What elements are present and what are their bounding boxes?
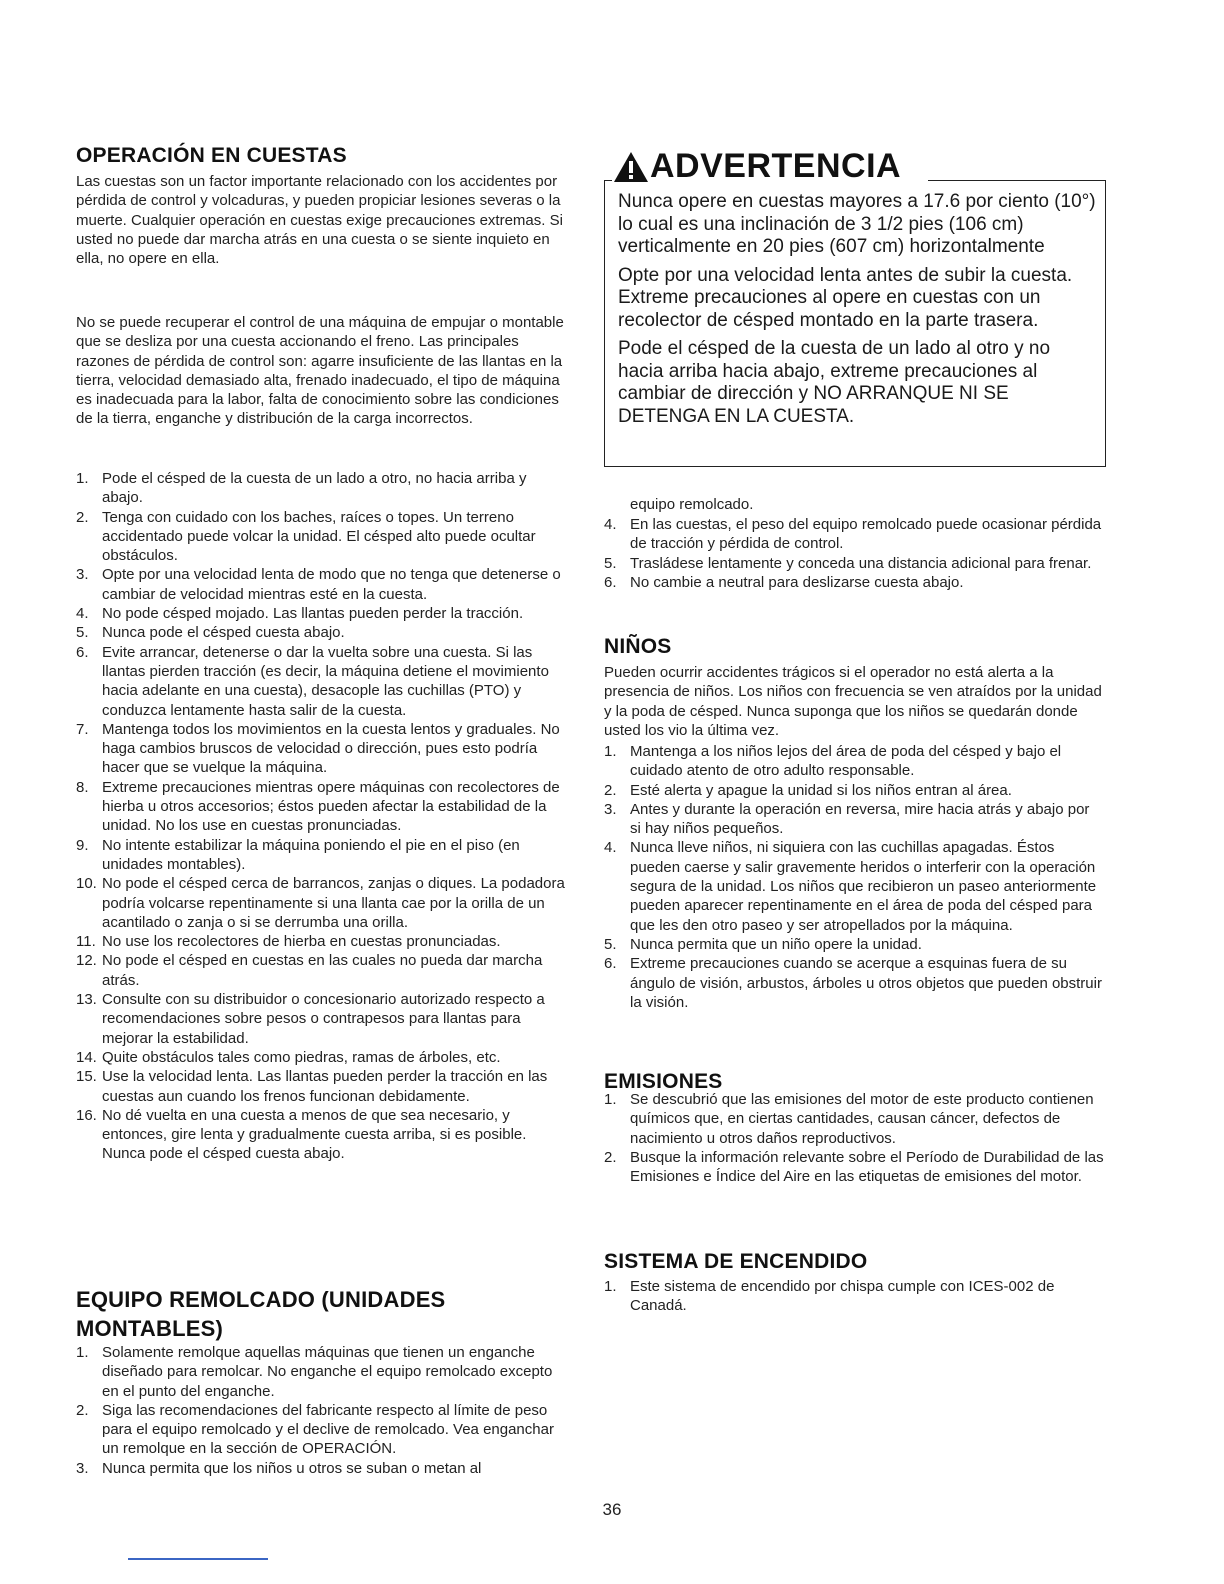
list-item-number: 10. bbox=[76, 875, 97, 893]
list-item bbox=[604, 935, 1104, 954]
list-item bbox=[76, 565, 570, 604]
list-item-text: Evite arrancar, detenerse o dar la vuelta sobre una cuesta. Si las llantas pierden tracción (es decir, la máquina detiene el movimiento hacia adelante en una cuesta), desacople las cuchillas (PTO) y conduzca lentamente hasta salir de la cuesta. bbox=[102, 643, 549, 719]
encendido-list bbox=[604, 1277, 1104, 1316]
list-item-number: 12. bbox=[76, 952, 97, 970]
list-item bbox=[76, 1343, 570, 1401]
list-item bbox=[604, 954, 1104, 1012]
list-item bbox=[604, 554, 1104, 573]
list-item bbox=[76, 508, 570, 566]
operacion-list bbox=[76, 469, 570, 1164]
list-item-number: 16. bbox=[76, 1106, 97, 1124]
list-item bbox=[76, 623, 570, 642]
list-item-number: 15. bbox=[76, 1068, 97, 1086]
list-item bbox=[604, 1277, 1104, 1316]
list-item bbox=[76, 604, 570, 623]
list-item bbox=[76, 643, 570, 720]
list-item-text: Extreme precauciones mientras opere máquinas con recolectores de hierba u otros accesorios; éstos pueden afectar la estabilidad de la unidad. No los use en cuestas pronunciadas. bbox=[102, 778, 560, 835]
list-item-number: 2. bbox=[604, 781, 617, 799]
list-item bbox=[604, 515, 1104, 554]
list-item bbox=[604, 742, 1104, 781]
warning-paragraph-1: Nunca opere en cuestas mayores a 17.6 por ciento (10°) lo cual es una inclinación de 3 1/2 pies (106 cm) verticalmente en 20 pies (607 cm) horizontalmente bbox=[618, 191, 1096, 257]
list-item-text: Nunca permita que un niño opere la unidad. bbox=[630, 935, 922, 953]
equipo-continued-lead: equipo remolcado. bbox=[630, 496, 754, 513]
list-item-number: 1. bbox=[76, 470, 89, 487]
list-item-text: No dé vuelta en una cuesta a menos de que sea necesario, y entonces, gire lenta y gradualmente cuesta arriba, si es posible. Nunca pode el césped cuesta abajo. bbox=[102, 1106, 527, 1163]
list-item-text: No pode el césped en cuestas en las cuales no pueda dar marcha atrás. bbox=[102, 952, 543, 989]
warning-paragraph-3: Pode el césped de la cuesta de un lado al otro y no hacia arriba hacia abajo, extreme precauciones al cambiar de dirección y NO ARRANQUE NI SE DETENGA EN LA CUESTA. bbox=[618, 338, 1051, 427]
list-item-text: Esté alerta y apague la unidad si los niños entran al área. bbox=[630, 781, 1012, 799]
list-item-number: 6. bbox=[604, 955, 617, 973]
list-item-number: 3. bbox=[604, 800, 617, 818]
section-title-emisiones: EMISIONES bbox=[604, 1070, 723, 1093]
list-item bbox=[76, 1067, 570, 1106]
list-item-text: Busque la información relevante sobre el Período de Durabilidad de las Emisiones e Índice del Aire en las etiquetas de emisiones del motor. bbox=[630, 1148, 1104, 1186]
list-item bbox=[604, 781, 1104, 800]
list-item-number: 4. bbox=[604, 839, 617, 857]
warning-triangle-icon bbox=[612, 150, 650, 184]
list-item-text: No intente estabilizar la máquina poniendo el pie en el piso (en unidades montables). bbox=[102, 836, 520, 873]
list-item-text: Se descubrió que las emisiones del motor de este producto contienen químicos que, en ciertas cantidades, causan cáncer, defectos de nacimiento u otros daños reproductivos. bbox=[630, 1091, 1094, 1147]
equipo-continued-list bbox=[604, 515, 1104, 592]
list-item-text: Tenga con cuidado con los baches, raíces o topes. Un terreno accidentado puede volcar la unidad. El césped alto puede ocultar obstáculos. bbox=[102, 508, 536, 565]
list-item-text: Quite obstáculos tales como piedras, ramas de árboles, etc. bbox=[102, 1048, 501, 1066]
list-item-text: Antes y durante la operación en reversa, mire hacia atrás y abajo por si hay niños pequeños. bbox=[630, 800, 1090, 838]
list-item bbox=[604, 1090, 1104, 1148]
list-item-text: Consulte con su distribuidor o concesionario autorizado respecto a recomendaciones sobre pesos o contrapesos para llantas para mejorar la estabilidad. bbox=[102, 991, 545, 1047]
section-title-ninos: NIÑOS bbox=[604, 635, 672, 658]
list-item-number: 7. bbox=[76, 720, 89, 738]
list-item-text: No cambie a neutral para deslizarse cuesta abajo. bbox=[630, 573, 964, 591]
list-item bbox=[76, 990, 570, 1048]
operacion-paragraph-2: No se puede recuperar el control de una máquina de empujar o montable que se desliza por una cuesta accionando el freno. Las principales razones de pérdida de control son: agarre insuficiente de las llantas en la tierra, velocidad demasiado alta, frenado inadecuado, el tipo de máquina es inadecuada para la labor, falta de conocimiento sobre las condiciones de la tierra, enganche y distribución de la carga incorrectos. bbox=[76, 314, 564, 428]
list-item-number: 2. bbox=[604, 1148, 617, 1166]
list-item-text: No use los recolectores de hierba en cuestas pronunciadas. bbox=[102, 933, 501, 951]
footer-rule bbox=[128, 1558, 268, 1560]
page-number: 36 bbox=[602, 1500, 622, 1519]
list-item bbox=[76, 951, 570, 990]
list-item bbox=[76, 720, 570, 778]
list-item bbox=[604, 1148, 1104, 1187]
section-title-operacion: OPERACIÓN EN CUESTAS bbox=[76, 144, 347, 167]
list-item-number: 1. bbox=[604, 743, 617, 760]
list-item bbox=[76, 1048, 570, 1067]
list-item-number: 5. bbox=[76, 624, 89, 642]
list-item bbox=[76, 778, 570, 836]
section-title-encendido: SISTEMA DE ENCENDIDO bbox=[604, 1250, 868, 1273]
list-item-text: Nunca pode el césped cuesta abajo. bbox=[102, 624, 345, 642]
operacion-paragraph-1: Las cuestas son un factor importante relacionado con los accidentes por pérdida de control y volcaduras, y pueden propiciar lesiones severas o la muerte. Cualquier operación en cuestas exige precauciones extremas. Si usted no puede dar marcha atrás en una cuesta o se siente inquieto en ella, no opere en ella. bbox=[76, 173, 563, 268]
list-item-number: 11. bbox=[76, 933, 96, 951]
section-title-equipo: EQUIPO REMOLCADO (UNIDADES MONTABLES) bbox=[76, 1287, 446, 1341]
list-item-text: Siga las recomendaciones del fabricante respecto al límite de peso para el equipo remolcado y el declive de remolcado. Vea enganchar un remolque en la sección de OPERACIÓN. bbox=[102, 1401, 554, 1458]
list-item-text: Mantenga a los niños lejos del área de poda del césped y bajo el cuidado atento de otro adulto responsable. bbox=[630, 743, 1062, 780]
list-item-number: 13. bbox=[76, 991, 97, 1009]
list-item-number: 5. bbox=[604, 554, 617, 572]
list-item-number: 1. bbox=[76, 1344, 89, 1361]
list-item-text: Use la velocidad lenta. Las llantas pueden perder la tracción en las cuestas aun cuando los frenos funcionan debidamente. bbox=[102, 1068, 548, 1105]
ninos-paragraph: Pueden ocurrir accidentes trágicos si el operador no está alerta a la presencia de niños. Los niños con frecuencia se ven atraídos por la unidad y la poda de césped. Nunca suponga que los niños se quedarán donde usted los vio la última vez. bbox=[604, 664, 1102, 739]
list-item-number: 3. bbox=[76, 1459, 89, 1477]
list-item-number: 5. bbox=[604, 935, 617, 953]
list-item-text: Mantenga todos los movimientos en la cuesta lentos y graduales. No haga cambios bruscos de velocidad o dirección, pues esto podría hacer que se vuelque la máquina. bbox=[102, 720, 560, 777]
list-item-text: Nunca lleve niños, ni siquiera con las cuchillas apagadas. Éstos pueden caerse y salir gravemente heridos o interferir con la operación segura de la unidad. Los niños que recibieron un paseo anteriormente pueden aparecer repentinamente en el área de poda del césped para que les den otro paseo y ser atropellados por la máquina. bbox=[630, 839, 1097, 934]
list-item bbox=[76, 874, 570, 932]
list-item-text: Opte por una velocidad lenta de modo que no tenga que detenerse o cambiar de velocidad mientras esté en la cuesta. bbox=[102, 566, 561, 603]
list-item-number: 9. bbox=[76, 836, 89, 854]
list-item bbox=[76, 469, 570, 508]
list-item-text: En las cuestas, el peso del equipo remolcado puede ocasionar pérdida de tracción y pérdida de control. bbox=[630, 516, 1102, 553]
list-item-number: 2. bbox=[76, 1401, 89, 1419]
list-item-text: Pode el césped de la cuesta de un lado a otro, no hacia arriba y abajo. bbox=[102, 470, 527, 507]
list-item-text: Trasládese lentamente y conceda una distancia adicional para frenar. bbox=[630, 554, 1092, 572]
list-item-text: No pode césped mojado. Las llantas pueden perder la tracción. bbox=[102, 605, 524, 623]
list-item-text: Extreme precauciones cuando se acerque a esquinas fuera de su ángulo de visión, arbustos, árboles u otros objetos que pueden obstruir la visión. bbox=[630, 955, 1102, 1011]
list-item-number: 1. bbox=[604, 1091, 617, 1108]
list-item bbox=[604, 838, 1104, 934]
warning-title: ADVERTENCIA bbox=[650, 147, 902, 185]
list-item bbox=[604, 800, 1104, 839]
list-item-text: Solamente remolque aquellas máquinas que tienen un enganche diseñado para remolcar. No enganche el equipo remolcado excepto en el punto del enganche. bbox=[102, 1344, 553, 1400]
list-item-number: 8. bbox=[76, 778, 89, 796]
list-item bbox=[76, 1106, 570, 1164]
list-item-number: 2. bbox=[76, 508, 89, 526]
list-item-text: No pode el césped cerca de barrancos, zanjas o diques. La podadora podría volcarse repentinamente si una llanta cae por la orilla de un acantilado o zanja o si se derrumba una orilla. bbox=[102, 875, 565, 931]
warning-paragraph-2: Opte por una velocidad lenta antes de subir la cuesta. Extreme precauciones al opere en cuestas con un recolector de césped montado en la parte trasera. bbox=[618, 264, 1073, 331]
list-item bbox=[76, 1459, 570, 1478]
list-item-number: 4. bbox=[76, 605, 89, 623]
list-item-text: Nunca permita que los niños u otros se suban o metan al bbox=[102, 1459, 482, 1477]
list-item-number: 6. bbox=[76, 643, 89, 661]
ninos-list bbox=[604, 742, 1104, 1012]
list-item bbox=[604, 573, 1104, 592]
list-item bbox=[76, 932, 570, 951]
list-item bbox=[76, 1401, 570, 1459]
list-item-number: 4. bbox=[604, 516, 617, 533]
emisiones-list bbox=[604, 1090, 1104, 1186]
list-item-number: 6. bbox=[604, 573, 617, 591]
list-item-number: 3. bbox=[76, 566, 89, 584]
list-item bbox=[76, 836, 570, 875]
warning-body bbox=[618, 191, 1096, 434]
list-item-number: 1. bbox=[604, 1278, 617, 1295]
list-item-number: 14. bbox=[76, 1048, 97, 1066]
equipo-list bbox=[76, 1343, 570, 1478]
list-item-text: Este sistema de encendido por chispa cumple con ICES-002 de Canadá. bbox=[630, 1278, 1055, 1315]
